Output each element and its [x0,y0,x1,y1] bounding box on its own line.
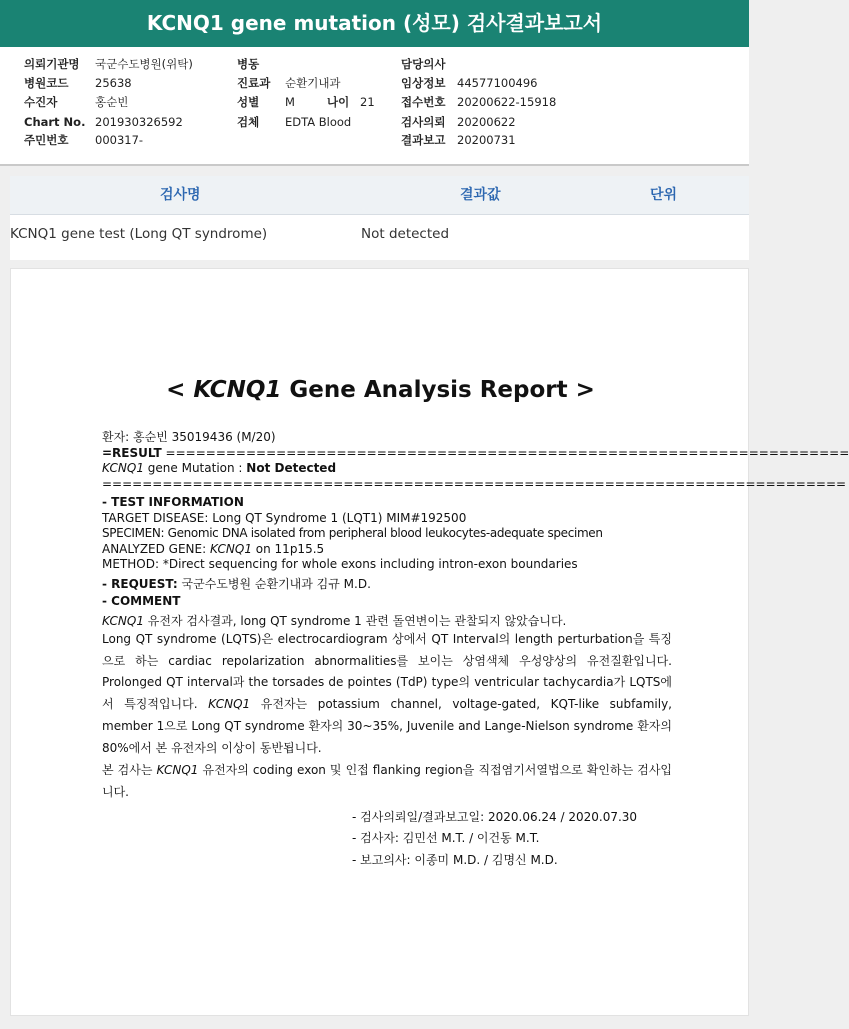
patient-name-value: 홍순빈 [95,95,129,109]
department-label: 진료과 [237,76,271,90]
result-rule-line [102,446,849,460]
signoff-dates: - 검사의뢰일/결과보고일: 2020.06.24 / 2020.07.30 [352,810,638,824]
requesting-institution-row [24,55,193,73]
signoff-technicians: - 검사자: 김민선 M.T. / 이건동 M.T. [352,831,540,845]
specimen-row [237,113,351,131]
comment-line-1 [102,612,672,629]
clinical-info-row [401,74,537,92]
target-disease: TARGET DISEASE: Long QT Syndrome 1 (LQT1) MIM#192500 [102,511,467,525]
patient-name-label: 수진자 [24,95,58,109]
chart-no-row [24,113,183,131]
physician-row [401,55,457,73]
comment-paragraph-2 [102,760,672,803]
request-date-row [401,113,516,131]
report-title-gene: KCNQ1 [193,377,282,403]
report-date-row [401,131,516,149]
specimen-label: 검체 [237,115,260,129]
analyzed-gene-suffix: on 11p15.5 [251,542,325,556]
rule-line: ========================================================================== [102,477,847,491]
report-title-suffix: Gene Analysis Report > [281,377,595,403]
report-date-label: 결과보고 [401,133,446,147]
comment-text: 유전자 검사결과, long QT syndrome 1 관련 돌연변이는 관찰되지 않았습니다. [143,614,567,628]
ward-label: 병동 [237,57,260,71]
paragraph2-gene: KCNQ1 [156,763,199,777]
age-label: 나이 [327,95,350,109]
cell-test-name: KCNQ1 gene test (Long QT syndrome) [10,226,268,242]
header-unit: 단위 [650,187,678,203]
method-line: METHOD: *Direct sequencing for whole exons including intron-exon boundaries [102,557,578,571]
hospital-code-row [24,74,132,92]
requesting-institution-value: 국군수도병원(위탁) [95,57,193,71]
resident-no-label: 주민번호 [24,133,69,147]
request-label: - REQUEST: [102,577,178,591]
signoff-doctors: - 보고의사: 이종미 M.D. / 김명신 M.D. [352,853,558,867]
receipt-no-value: 20200622-15918 [457,95,557,109]
result-rule: ==================================================================== [161,446,849,460]
ward-row [237,55,285,73]
department-row [237,74,341,92]
patient-info-panel [0,47,749,166]
specimen-value: EDTA Blood [285,115,352,129]
paragraph1-part-a: Long QT syndrome (LQTS)은 electrocardiogram 상에서 QT Interval의 length perturbation을 특징으로 하는 cardiac repolarization abnormalities를 보이는 상염색체 우성양상의 유전질환입니다. Prolonged QT interval과 the torsades de pointes (TdP) type의 ventricular tachycardia가 LQTS에서 특징적입니다. [102,632,672,712]
sex-age-row [237,93,375,111]
clinical-info-label: 임상정보 [401,76,446,90]
mutation-gene: KCNQ1 [102,461,144,475]
request-line [102,575,672,592]
paragraph2-part-b: 유전자의 coding exon 및 인접 flanking region을 직접염기서열법으로 확인하는 검사입니다. [102,763,672,799]
mutation-text: gene Mutation : [143,461,247,475]
analyzed-gene-line [102,542,672,556]
results-table-header [10,176,749,215]
comment-paragraph-1 [102,629,672,759]
result-label: =RESULT [102,446,162,460]
paragraph1-part-b: 유전자는 potassium channel, voltage-gated, KQT-like subfamily, member 1으로 Long QT syndrome 환자의 30~35%, Juvenile and Lange-Nielson syndrome 환자의 80%에서 본 유전자의 이상이 동반됩니다. [102,697,672,755]
report-title [11,377,750,403]
requesting-institution-label: 의뢰기관명 [24,57,80,71]
mutation-result: Not Detected [246,461,337,475]
physician-label: 담당의사 [401,57,446,71]
report-date-value: 20200731 [457,133,516,147]
request-value: 국군수도병원 순환기내과 김규 M.D. [177,577,371,591]
cell-result: Not detected [361,226,450,242]
header-result: 결과값 [460,187,501,203]
age-value: 21 [360,95,375,109]
analyzed-gene-prefix: ANALYZED GENE: [102,542,210,556]
sex-value: M [285,95,295,109]
chart-no-label: Chart No. [24,115,86,129]
patient-name-row [24,93,128,111]
request-date-label: 검사의뢰 [401,115,446,129]
report-title-prefix: < [166,377,194,403]
clinical-info-value: 44577100496 [457,76,538,90]
receipt-no-label: 접수번호 [401,95,446,109]
paragraph1-gene: KCNQ1 [208,697,251,712]
department-value: 순환기내과 [285,76,341,90]
resident-no-row [24,131,143,149]
header-test-name: 검사명 [160,187,201,203]
report-document [10,268,849,1016]
test-info-heading: - TEST INFORMATION [102,495,244,509]
window-title: KCNQ1 gene mutation (성모) 검사결과보고서 [0,0,749,47]
hospital-code-value: 25638 [95,76,132,90]
patient-line: 환자: 홍순빈 35019436 (M/20) [102,430,276,444]
sex-label: 성별 [237,95,260,109]
paragraph2-part-a: 본 검사는 [102,763,157,777]
chart-no-value: 201930326592 [95,115,183,129]
comment-heading: - COMMENT [102,594,181,608]
request-date-value: 20200622 [457,115,516,129]
specimen-line: SPECIMEN: Genomic DNA isolated from peripheral blood leukocytes-adequate specimen [102,526,603,540]
comment-gene: KCNQ1 [102,614,144,628]
results-table [10,176,749,260]
hospital-code-label: 병원코드 [24,76,69,90]
resident-no-value: 000317- [95,133,144,147]
mutation-line [102,461,672,475]
receipt-no-row [401,93,556,111]
analyzed-gene: KCNQ1 [209,542,252,556]
